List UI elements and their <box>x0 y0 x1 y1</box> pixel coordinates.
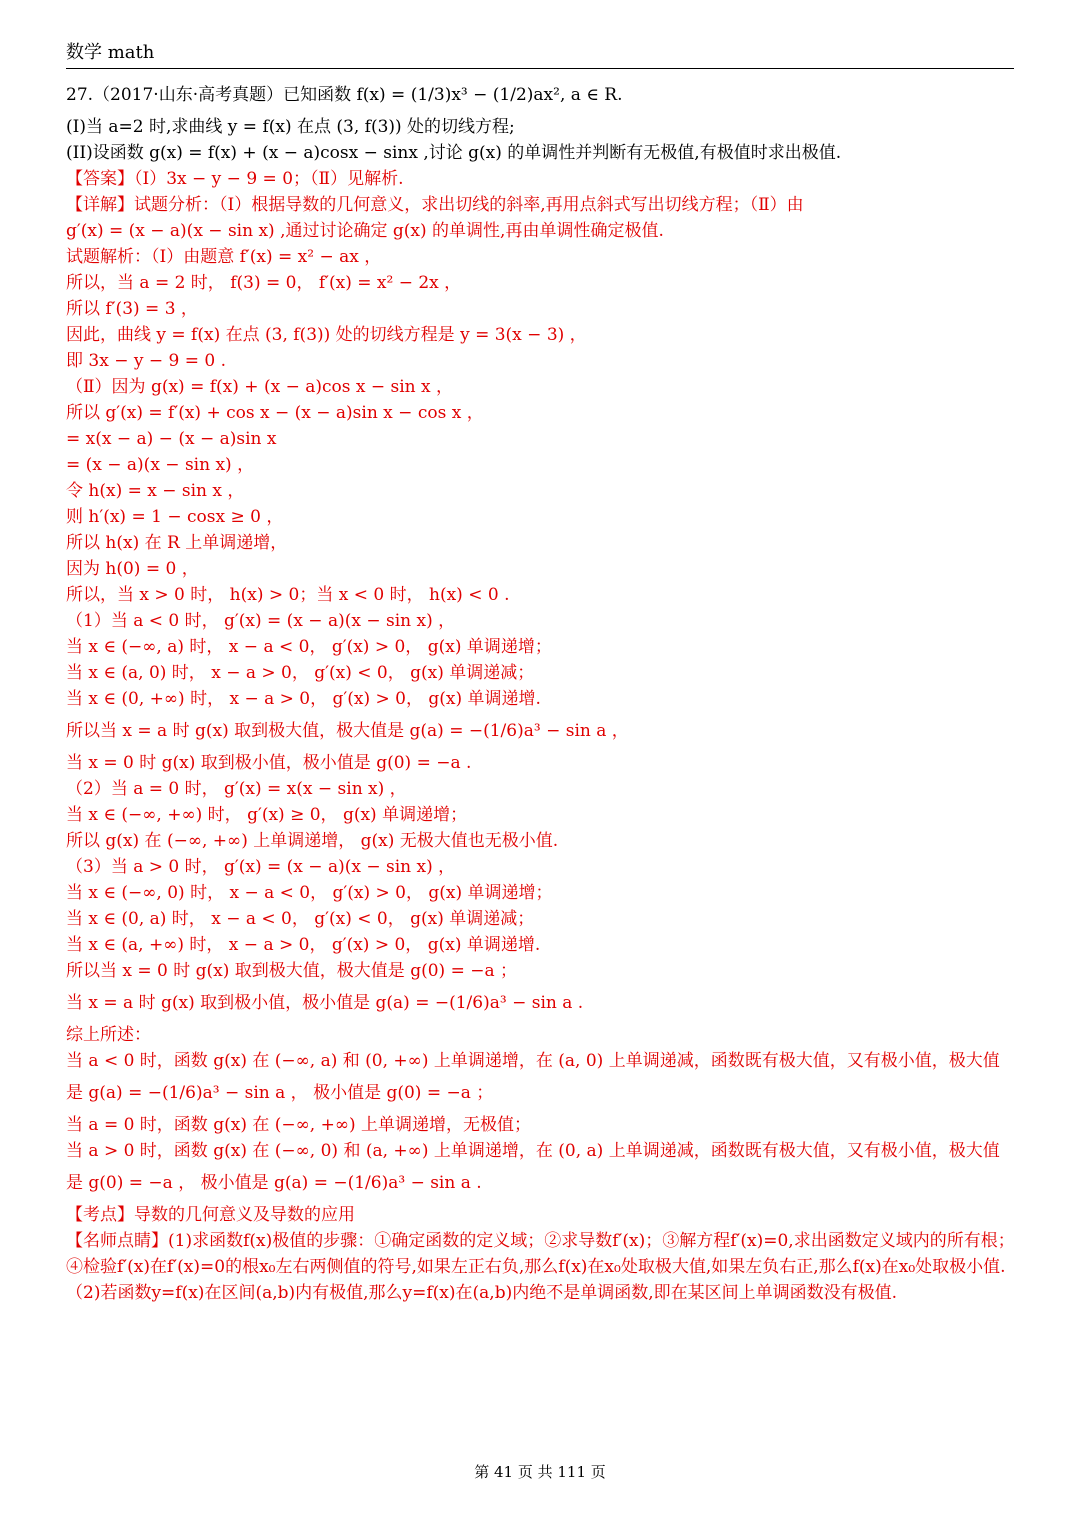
answer-line: 【答案】（Ⅰ）3x − y − 9 = 0；（Ⅱ）见解析. <box>66 169 404 189</box>
step-line: 当 x = 0 时 g(x) 取到极小值，极小值是 g(0) = −a . <box>66 753 472 773</box>
step-line: 因此，曲线 y = f(x) 在点 (3, f(3)) 处的切线方程是 y = 3(x − 3) ， <box>66 325 587 345</box>
step-line: = (x − a)(x − sin x) ， <box>66 455 255 475</box>
problem-part-1: (I)当 a=2 时,求曲线 y = f(x) 在点 (3, f(3)) 处的切线方程; <box>66 117 515 137</box>
step-line: 当 a = 0 时，函数 g(x) 在 (−∞, +∞) 上单调递增，无极值； <box>66 1115 532 1135</box>
page-content <box>66 76 1016 1306</box>
page-footer <box>0 1462 1080 1482</box>
step-line: 当 a > 0 时，函数 g(x) 在 (−∞, 0) 和 (a, +∞) 上单调递增，在 (0, a) 上单调递减，函数既有极大值，又有极小值，极大值 <box>66 1141 1000 1161</box>
step-line: 所以当 x = a 时 g(x) 取到极大值，极大值是 g(a) = −(1/6)a³ − sin a ， <box>66 721 629 741</box>
kaodian-line: 【考点】导数的几何意义及导数的应用 <box>66 1205 355 1225</box>
step-line: 所以当 x = 0 时 g(x) 取到极大值，极大值是 g(0) = −a ； <box>66 961 518 981</box>
step-line: （3）当 a > 0 时， g′(x) = (x − a)(x − sin x) ， <box>66 857 456 877</box>
step-line: 是 g(a) = −(1/6)a³ − sin a ， 极小值是 g(0) = −a ； <box>66 1083 494 1103</box>
step-line: 所以，当 x > 0 时， h(x) > 0；当 x < 0 时， h(x) < 0 . <box>66 585 510 605</box>
step-line: 当 x = a 时 g(x) 取到极小值，极小值是 g(a) = −(1/6)a³ − sin a . <box>66 993 584 1013</box>
detail-line-2: g′(x) = (x − a)(x − sin x) ,通过讨论确定 g(x) 的单调性,再由单调性确定极值. <box>66 221 664 241</box>
step-line: 当 a < 0 时，函数 g(x) 在 (−∞, a) 和 (0, +∞) 上单调递增，在 (a, 0) 上单调递减，函数既有极大值，又有极小值，极大值 <box>66 1051 1000 1071</box>
step-line: 当 x ∈ (a, +∞) 时， x − a > 0， g′(x) > 0， g(x) 单调递增. <box>66 935 541 955</box>
step-line: 综上所述： <box>66 1025 151 1045</box>
step-line: （2）当 a = 0 时， g′(x) = x(x − sin x) ， <box>66 779 407 799</box>
step-line: 令 h(x) = x − sin x ， <box>66 481 245 501</box>
step-line: 当 x ∈ (0, a) 时， x − a < 0， g′(x) < 0， g(x) 单调递减； <box>66 909 535 929</box>
problem-part-2: (II)设函数 g(x) = f(x) + (x − a)cosx − sinx ,讨论 g(x) 的单调性并判断有无极值,有极值时求出极值. <box>66 143 842 163</box>
page-header <box>66 40 1014 69</box>
page-number: 第 41 页 共 111 页 <box>474 1463 606 1481</box>
step-line: 所以 h(x) 在 R 上单调递增， <box>66 533 288 553</box>
step-line: 因为 h(0) = 0 ， <box>66 559 199 579</box>
step-line: 是 g(0) = −a ， 极小值是 g(a) = −(1/6)a³ − sin a . <box>66 1173 482 1193</box>
step-line: 试题解析：（Ⅰ）由题意 f′(x) = x² − ax ， <box>66 247 382 267</box>
step-line: 即 3x − y − 9 = 0 . <box>66 351 227 371</box>
step-line: 所以，当 a = 2 时， f(3) = 0， f′(x) = x² − 2x ， <box>66 273 462 293</box>
step-line: 所以 g(x) 在 (−∞, +∞) 上单调递增， g(x) 无极大值也无极小值. <box>66 831 559 851</box>
step-line: 当 x ∈ (a, 0) 时， x − a > 0， g′(x) < 0， g(x) 单调递减； <box>66 663 535 683</box>
step-line: 当 x ∈ (−∞, a) 时， x − a < 0， g′(x) > 0， g(x) 单调递增； <box>66 637 552 657</box>
step-line: 所以 f′(3) = 3 ， <box>66 299 198 319</box>
step-line: 所以 g′(x) = f′(x) + cos x − (x − a)sin x − cos x ， <box>66 403 484 423</box>
mingshi-paragraph: 【名师点睛】(1)求函数f(x)极值的步骤：①确定函数的定义域；②求导数f′(x)；③解方程f′(x)=0,求出函数定义域内的所有根；④检验f′(x)在f′(x)=0的根x₀左右两侧值的符号,如果左正右负,那么f(x)在x₀处取极大值,如果左负右正,那么f(x)在x₀处取极小值.（2)若函数y=f(x)在区间(a,b)内有极值,那么y=f(x)在(a,b)内绝不是单调函数,即在某区间上单调函数没有极值. <box>66 1231 1015 1303</box>
step-line: （Ⅱ）因为 g(x) = f(x) + (x − a)cos x − sin x ， <box>66 377 454 397</box>
step-line: 当 x ∈ (−∞, +∞) 时， g′(x) ≥ 0， g(x) 单调递增； <box>66 805 468 825</box>
step-line: 则 h′(x) = 1 − cosx ≥ 0 ， <box>66 507 284 527</box>
step-line: 当 x ∈ (−∞, 0) 时， x − a < 0， g′(x) > 0， g(x) 单调递增； <box>66 883 553 903</box>
step-line: 当 x ∈ (0, +∞) 时， x − a > 0， g′(x) > 0， g(x) 单调递增. <box>66 689 541 709</box>
step-line: = x(x − a) − (x − a)sin x <box>66 429 277 449</box>
step-line: （1）当 a < 0 时， g′(x) = (x − a)(x − sin x) ， <box>66 611 456 631</box>
problem-stem: 27.（2017·山东·高考真题）已知函数 f(x) = (1/3)x³ − (1/2)ax², a ∈ R. <box>66 85 623 105</box>
subject-label: 数学 math <box>66 42 155 63</box>
detail-line-1: 【详解】试题分析：（Ⅰ）根据导数的几何意义，求出切线的斜率,再用点斜式写出切线方程；（Ⅱ）由 <box>66 195 804 215</box>
